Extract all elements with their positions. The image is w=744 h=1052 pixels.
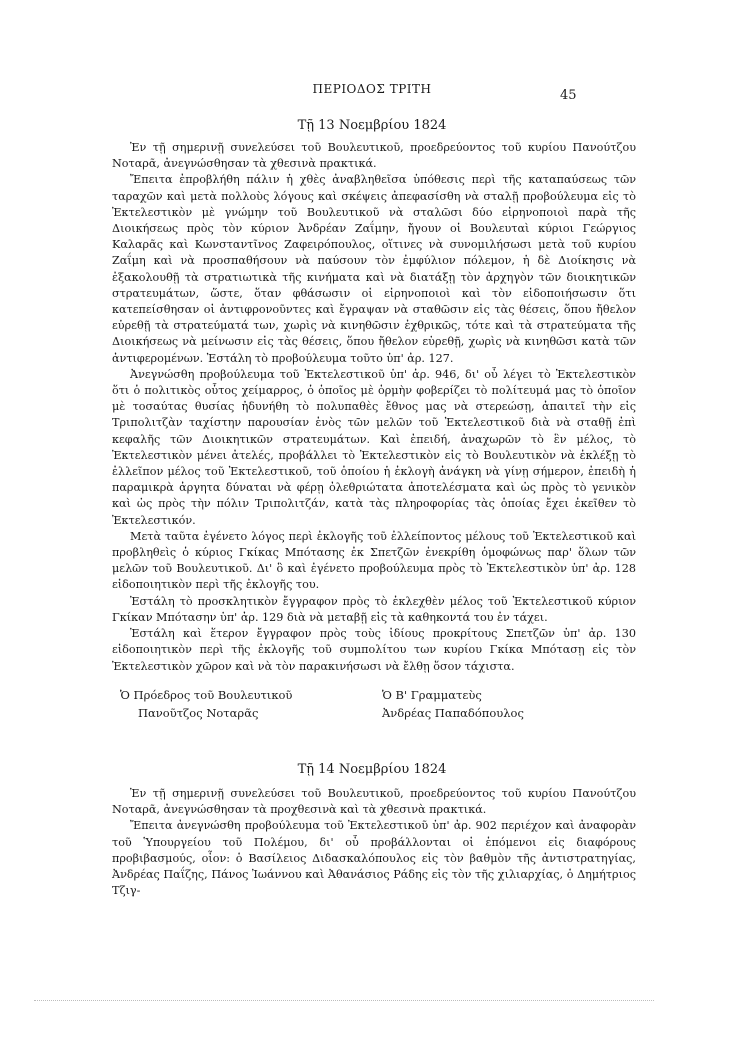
paragraph: Ἐν τῇ σημερινῇ συνελεύσει τοῦ Βουλευτικοῦ, προεδρεύοντος τοῦ κυρίου Πανούτζου Νοταρᾶ, ἀνεγνώσθησαν τὰ χθεσινὰ πρακτικά. — [112, 141, 636, 171]
secretary-title: Ὁ Β' Γραμματεὺς — [382, 688, 482, 702]
president-title: Ὁ Πρόεδρος τοῦ Βουλευτικοῦ — [120, 688, 293, 702]
signature-right — [382, 686, 524, 722]
president-name: Πανοῦτζος Νοταρᾶς — [138, 706, 259, 720]
session-minutes-13-nov — [112, 140, 636, 675]
paragraph: Ἔπειτα ἐπροβλήθη πάλιν ἡ χθὲς ἀναβληθεῖσα ὑπόθεσις περὶ τῆς καταπαύσεως τῶν ταραχῶν καὶ μετὰ πολλοὺς λόγους καὶ σκέψεις ἀπεφασίσθη νὰ σταλῇ προβούλευμα εἰς τὸ Ἐκτελεστικὸν μὲ γνώμην τοῦ Βουλευτικοῦ νὰ σταλῶσι δύο εἰρηνοποιοὶ παρὰ τῆς Διοικήσεως πρὸς τὸν κύριον Ἀνδρέαν Ζαΐμην, ἤγουν οἱ Βουλευταὶ κύριοι Γεώργιος Καλαρᾶς καὶ Κωνσταντῖνος Ζαφειρόπουλος, οἵτινες νὰ συνομιλήσωσι μετὰ τοῦ κυρίου Ζαΐμη καὶ νὰ προσπαθήσουν νὰ παύσουν τὸν ἐμφύλιον πόλεμον, ἡ δὲ Διοίκησις νὰ ἐξακολουθῇ τὰ στρατιωτικὰ τῆς κινήματα καὶ νὰ διατάξῃ τὸν ἀρχηγὸν τῶν διοικητικῶν στρατευμάτων, ὥστε, ὅταν φθάσωσιν οἱ εἰρηνοποιοὶ καὶ τὸν εἰδοποιήσωσιν ὅτι κατεπείσθησαν οἱ ἀντιφρονοῦντες καὶ ἔγραψαν νὰ σταθῶσιν εἰς τὰς θέσεις, ὅπου ἤθελον εὑρεθῇ τὰ στρατεύματά των, χωρὶς νὰ κινηθῶσιν ἐχθρικῶς, τότε καὶ τὰ στρατεύματα τῆς Διοικήσεως νὰ μείνωσιν εἰς τὰς θέσεις, ὅπου ἤθελον εὑρεθῇ, χωρὶς νὰ κινηθῶσι κατὰ τῶν ἀντιφερομένων. Ἐστάλη τὸ προβούλευμα τοῦτο ὑπ' ἀρ. 127. — [112, 173, 636, 365]
running-head: ΠΕΡΙΟΔΟΣ ΤΡΙΤΗ — [312, 82, 432, 96]
paragraph: Ἐν τῇ σημερινῇ συνελεύσει τοῦ Βουλευτικοῦ, προεδρεύοντος τοῦ κυρίου Πανούτζου Νοταρᾶ, ἀνεγνώσθησαν τὰ προχθεσινὰ καὶ τὰ χθεσινὰ πρακτικά. — [112, 787, 636, 817]
secretary-name: Ἀνδρέας Παπαδόπουλος — [382, 706, 524, 720]
paragraph: Μετὰ ταῦτα ἐγένετο λόγος περὶ ἐκλογῆς τοῦ ἐλλείποντος μέλους τοῦ Ἐκτελεστικοῦ καὶ προβληθεὶς ὁ κύριος Γκίκας Μπότασης ἐκ Σπετζῶν ἐνεκρίθη ὁμοφώνως παρ' ὅλων τῶν μελῶν τοῦ Βουλευτικοῦ. Δι' ὃ καὶ ἐγένετο προβούλευμα πρὸς τὸ Ἐκτελεστικὸν ὑπ' ἀρ. 128 εἰδοποιητικὸν περὶ τῆς ἐκλογῆς του. — [112, 529, 636, 592]
scan-artifact-line — [34, 1000, 654, 1003]
paragraph: Ἀνεγνώσθη προβούλευμα τοῦ Ἐκτελεστικοῦ ὑπ' ἀρ. 946, δι' οὗ λέγει τὸ Ἐκτελεστικὸν ὅτι ὁ πολιτικὸς οὗτος χείμαρρος, ὁ ὁποῖος μὲ ὁρμὴν φοβερίζει τὸ πολίτευμά μας τὸ ὁποῖον μὲ τοσαύτας θυσίας ἠδυνήθη τὸ πολυπαθὲς ἔθνος μας νὰ στερεώσῃ, ἀπαιτεῖ τὴν εἰς Τριπολιτζὰν ταχίστην παρουσίαν ἑνὸς τῶν μελῶν τοῦ Ἐκτελεστικοῦ διὰ νὰ σταθῇ ἐπὶ κεφαλῆς τῶν Διοικητικῶν στρατευμάτων. Καὶ ἐπειδή, ἀναχωρῶν τὸ ἓν μέλος, τὸ Ἐκτελεστικὸν μένει ἀτελές, προβάλλει τὸ Ἐκτελεστικὸν εἰς τὸ Βουλευτικὸν νὰ ἐκλέξῃ τὸ ἐλλεῖπον μέλος τοῦ Ἐκτελεστικοῦ, τοῦ ὁποίου ἡ ἐκλογὴ ἀνάγκη νὰ γίνῃ σήμερον, ἐπειδὴ ἡ παραμικρὰ ἀργητα δύναται νὰ φέρῃ ὀλεθριώτατα ἀποτελέσματα καὶ ὡς πρὸς τὸ γενικὸν καὶ ὡς πρὸς τὴν πόλιν Τριπολιτζάν, κατὰ τὰς πληροφορίας τὰς ὁποίας ἔχει ἐκεῖθεν τὸ Ἐκτελεστικόν. — [112, 367, 636, 527]
paragraph: Ἐστάλη τὸ προσκλητικὸν ἔγγραφον πρὸς τὸ ἐκλεχθὲν μέλος τοῦ Ἐκτελεστικοῦ κύριον Γκίκαν Μπότασην ὑπ' ἀρ. 129 διὰ νὰ μεταβῇ εἰς τὰ καθηκοντά του ἐν τάχει. — [112, 594, 636, 624]
page-number: 45 — [560, 88, 577, 103]
session-minutes-14-nov — [112, 786, 636, 899]
signature-left — [120, 686, 292, 722]
paragraph: Ἔπειτα ἀνεγνώσθη προβούλευμα τοῦ Ἐκτελεστικοῦ ὑπ' ἀρ. 902 περιέχον καὶ ἀναφορὰν τοῦ Ὑπουργείου τοῦ Πολέμου, δι' οὗ προβάλλονται οἱ ἑπόμενοι εἰς διαφόρους προβιβασμούς, οἷον: ὁ Βασίλειος Διδασκαλόπουλος εἰς τὸν βαθμὸν τῆς ἀντιστρατηγίας, Ἀνδρέας Παΐζης, Πάνος Ἰωάννου καὶ Ἀθανάσιος Ράδης εἰς τὸν τῆς χιλιαρχίας, ὁ Δημήτριος Τζιγ- — [112, 819, 636, 898]
paragraph: Ἐστάλη καὶ ἕτερον ἔγγραφον πρὸς τοὺς ἰδίους προκρίτους Σπετζῶν ὑπ' ἀρ. 130 εἰδοποιητικὸν περὶ τῆς ἐκλογῆς τοῦ συμπολίτου των κυρίου Γκίκα Μπότασῃ εἰς τὸν Ἐκτελεστικὸν χῶρον καὶ νὰ τὸν παρακινήσωσι νὰ ἔλθῃ ὅσον τάχιστα. — [112, 627, 636, 673]
session-date-heading: Τῇ 13 Νοεμβρίου 1824 — [297, 118, 447, 133]
session-date-heading: Τῇ 14 Νοεμβρίου 1824 — [297, 762, 447, 777]
